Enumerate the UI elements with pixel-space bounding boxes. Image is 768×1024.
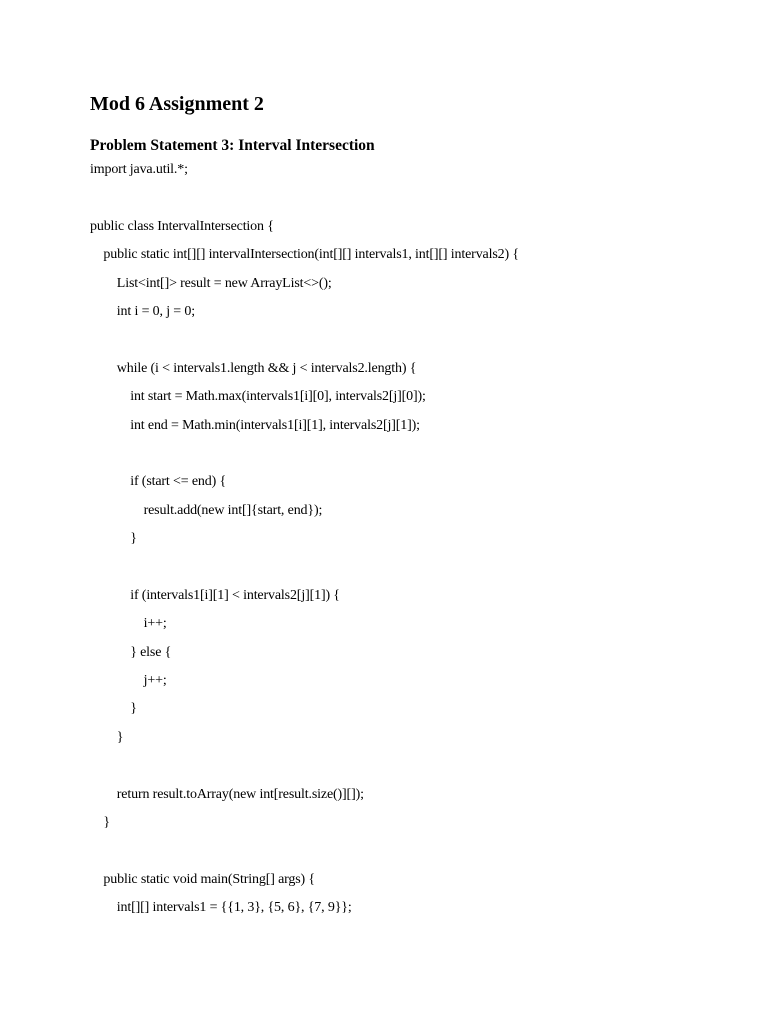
code-line: int start = Math.max(intervals1[i][0], intervals2[j][0]); <box>90 389 426 405</box>
code-line: i++; <box>90 616 167 632</box>
code-line <box>90 752 519 780</box>
code-line <box>90 326 519 354</box>
code-line: while (i < intervals1.length && j < intervals2.length) { <box>90 360 417 376</box>
code-line: result.add(new int[]{start, end}); <box>90 502 323 518</box>
code-line <box>90 440 519 468</box>
code-line: if (start <= end) { <box>90 474 227 490</box>
code-line: } <box>90 729 124 745</box>
code-line: } <box>90 701 137 717</box>
code-line: return result.toArray(new int[result.size()][]); <box>90 786 364 802</box>
problem-heading: Problem Statement 3: Interval Intersection <box>90 137 375 154</box>
code-line: if (intervals1[i][1] < intervals2[j][1]) { <box>90 587 340 603</box>
code-line: public class IntervalIntersection { <box>90 218 274 234</box>
code-line: } <box>90 531 137 547</box>
code-line: public static void main(String[] args) { <box>90 871 315 887</box>
code-line: int[][] intervals1 = {{1, 3}, {5, 6}, {7, 9}}; <box>90 900 352 916</box>
code-line: import java.util.*; <box>90 162 188 177</box>
code-line <box>90 553 519 581</box>
code-line: } <box>90 814 110 830</box>
code-block <box>90 156 519 923</box>
code-line: int end = Math.min(intervals1[i][1], intervals2[j][1]); <box>90 417 420 433</box>
code-line: } else { <box>90 644 172 660</box>
code-line <box>90 184 519 212</box>
code-line: int i = 0, j = 0; <box>90 303 195 319</box>
code-line: public static int[][] intervalIntersection(int[][] intervals1, int[][] intervals2) { <box>90 247 519 263</box>
code-line: j++; <box>90 673 167 689</box>
code-line: List<int[]> result = new ArrayList<>(); <box>90 275 332 291</box>
document-title: Mod 6 Assignment 2 <box>90 93 264 115</box>
code-line <box>90 837 519 865</box>
